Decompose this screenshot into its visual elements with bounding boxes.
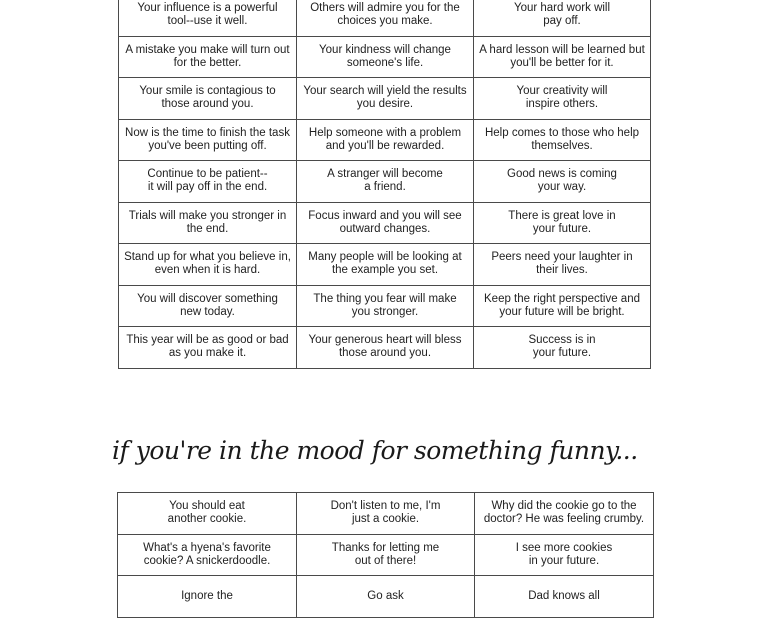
fortune-cell: I see more cookies in your future. <box>475 534 654 576</box>
serious-fortunes-table <box>118 0 651 369</box>
fortune-cell: Your smile is contagious to those around you. <box>119 78 297 120</box>
fortune-cell: Your influence is a powerful tool--use it well. <box>119 0 297 36</box>
fortune-cell: You will discover something new today. <box>119 285 297 327</box>
fortune-cell: Why did the cookie go to the doctor? He was feeling crumby. <box>475 493 654 535</box>
fortune-cell: Help someone with a problem and you'll be rewarded. <box>297 119 474 161</box>
fortune-cell: The thing you fear will make you stronger. <box>297 285 474 327</box>
table-row <box>119 119 651 161</box>
fortune-cell: Go ask <box>297 576 475 618</box>
fortune-cell: A mistake you make will turn out for the better. <box>119 36 297 78</box>
fortune-cell: Good news is coming your way. <box>474 161 651 203</box>
fortune-cell: Ignore the <box>118 576 297 618</box>
fortune-cell: Your generous heart will bless those around you. <box>297 327 474 369</box>
table-row <box>119 161 651 203</box>
fortune-cell: A stranger will become a friend. <box>297 161 474 203</box>
fortune-cell: Keep the right perspective and your future will be bright. <box>474 285 651 327</box>
table-row <box>118 534 654 576</box>
table-row <box>119 36 651 78</box>
fortune-cell: Trials will make you stronger in the end. <box>119 202 297 244</box>
fortune-cell: Your creativity will inspire others. <box>474 78 651 120</box>
fortune-cell: Dad knows all <box>475 576 654 618</box>
fortune-cell: A hard lesson will be learned but you'll be better for it. <box>474 36 651 78</box>
fortune-cell: Many people will be looking at the example you set. <box>297 244 474 286</box>
table-row <box>119 244 651 286</box>
fortune-cell: This year will be as good or bad as you make it. <box>119 327 297 369</box>
table-row <box>119 0 651 36</box>
fortune-cell: Don't listen to me, I'm just a cookie. <box>297 493 475 535</box>
table-row <box>119 327 651 369</box>
table-row <box>119 285 651 327</box>
fortune-cell: Your kindness will change someone's life. <box>297 36 474 78</box>
funny-fortunes-table <box>117 492 654 618</box>
fortune-cell: There is great love in your future. <box>474 202 651 244</box>
fortune-cell: Stand up for what you believe in, even when it is hard. <box>119 244 297 286</box>
fortune-cell: Your search will yield the results you desire. <box>297 78 474 120</box>
fortune-cell: Success is in your future. <box>474 327 651 369</box>
fortune-cell: Your hard work will pay off. <box>474 0 651 36</box>
fortune-cell: Peers need your laughter in their lives. <box>474 244 651 286</box>
fortune-cell: What's a hyena's favorite cookie? A snickerdoodle. <box>118 534 297 576</box>
table-row <box>118 493 654 535</box>
fortune-cell: Now is the time to finish the task you've been putting off. <box>119 119 297 161</box>
table-row <box>119 202 651 244</box>
funny-section-heading: if you're in the mood for something funny... <box>112 436 638 465</box>
fortune-cell: Help comes to those who help themselves. <box>474 119 651 161</box>
fortune-cell: Thanks for letting me out of there! <box>297 534 475 576</box>
fortune-cell: Focus inward and you will see outward changes. <box>297 202 474 244</box>
fortune-cell: Continue to be patient-- it will pay off in the end. <box>119 161 297 203</box>
fortune-cell: You should eat another cookie. <box>118 493 297 535</box>
table-row <box>119 78 651 120</box>
table-row <box>118 576 654 618</box>
fortune-cell: Others will admire you for the choices you make. <box>297 0 474 36</box>
